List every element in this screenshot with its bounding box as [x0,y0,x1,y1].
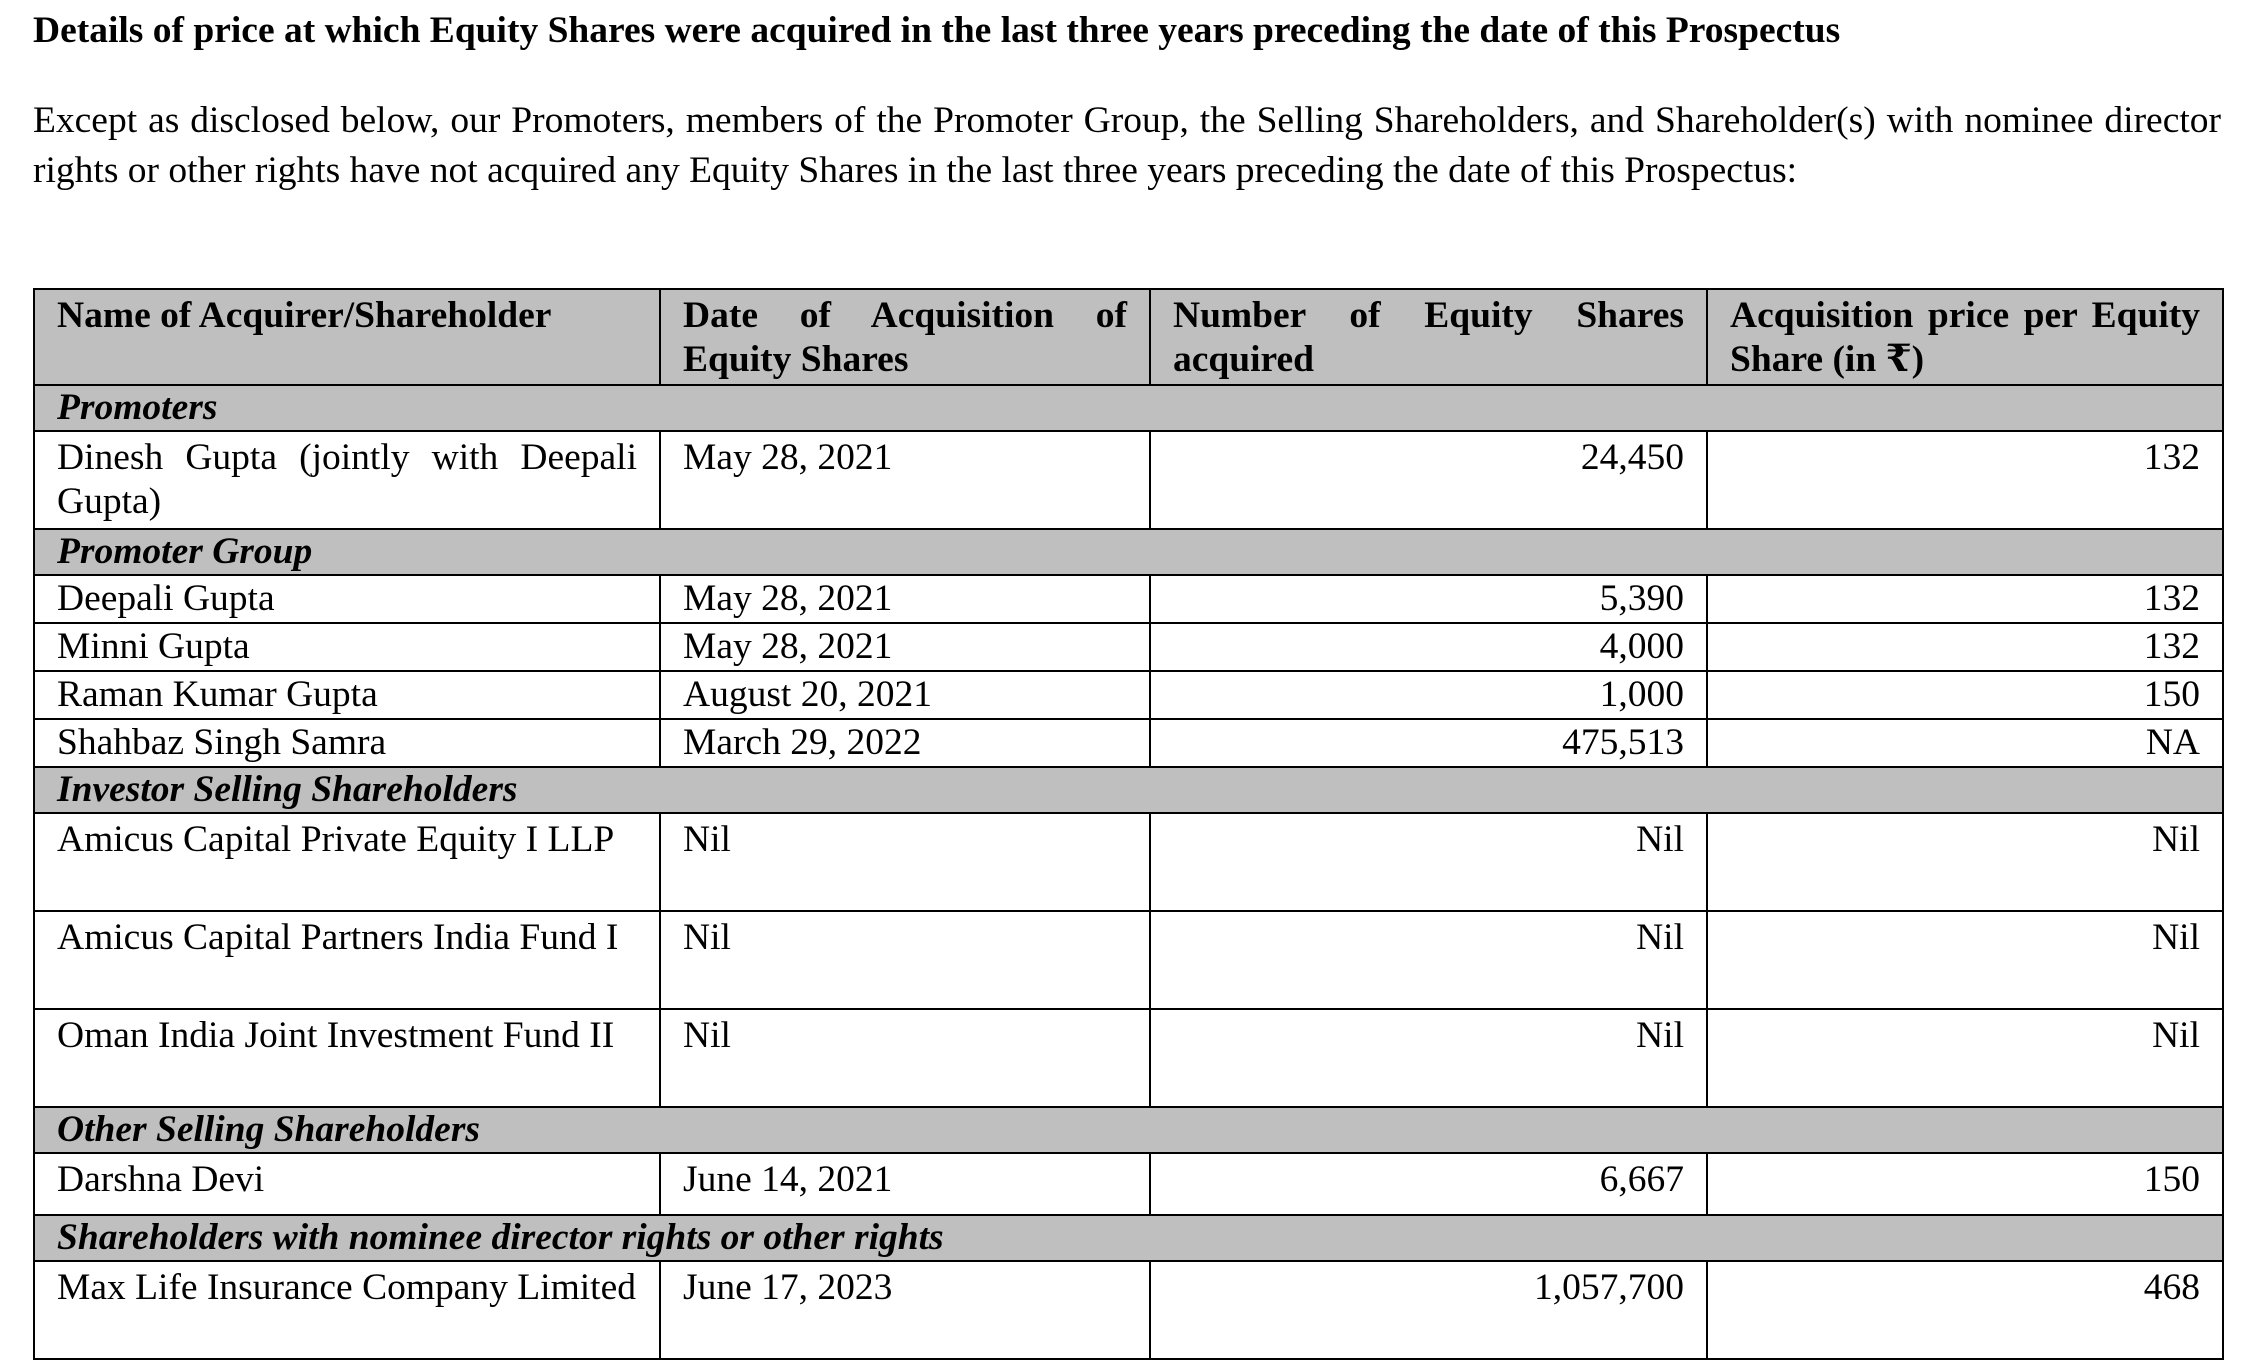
acquirer-name: Max Life Insurance Company Limited [34,1261,660,1359]
shares-acquired: 5,390 [1150,575,1707,623]
acquirer-name: Darshna Devi [34,1153,660,1215]
acquisition-date: Nil [660,911,1150,1009]
shares-acquired: Nil [1150,1009,1707,1107]
column-header-shares: Number of Equity Shares acquired [1150,289,1707,385]
shares-acquired: Nil [1150,813,1707,911]
section-row-nominee-director-rights [34,1215,2223,1261]
acquisition-price: 468 [1707,1261,2223,1359]
section-title: Investor Selling Shareholders [34,767,2223,813]
table-row [34,1009,2223,1107]
table-row [34,911,2223,1009]
acquisition-price: Nil [1707,1009,2223,1107]
table-row [34,671,2223,719]
acquisition-date: Nil [660,813,1150,911]
section-title: Shareholders with nominee director rights or other rights [34,1215,2223,1261]
shares-acquired: 1,000 [1150,671,1707,719]
table-row [34,575,2223,623]
section-heading: Details of price at which Equity Shares were acquired in the last three years preceding the date of this Prospectus [33,10,1841,51]
acquisition-date: June 14, 2021 [660,1153,1150,1215]
acquisition-date: May 28, 2021 [660,431,1150,529]
acquirer-name: Raman Kumar Gupta [34,671,660,719]
acquisition-price: Nil [1707,911,2223,1009]
acquisition-price: 150 [1707,671,2223,719]
shares-acquired: 24,450 [1150,431,1707,529]
acquirer-name: Deepali Gupta [34,575,660,623]
acquisition-price: NA [1707,719,2223,767]
table-row [34,1153,2223,1215]
shares-acquired: 1,057,700 [1150,1261,1707,1359]
acquisition-table [33,288,2224,1360]
acquisition-date: August 20, 2021 [660,671,1150,719]
acquisition-date: May 28, 2021 [660,575,1150,623]
acquisition-price: 132 [1707,623,2223,671]
acquisition-price: Nil [1707,813,2223,911]
acquirer-name: Amicus Capital Partners India Fund I [34,911,660,1009]
acquisition-price: 150 [1707,1153,2223,1215]
section-row-promoter-group [34,529,2223,575]
table-row [34,623,2223,671]
table-row [34,719,2223,767]
table-row [34,431,2223,529]
section-title: Promoters [34,385,2223,431]
column-header-price: Acquisition price per Equity Share (in ₹) [1707,289,2223,385]
section-title: Other Selling Shareholders [34,1107,2223,1153]
acquirer-name: Minni Gupta [34,623,660,671]
acquisition-date: May 28, 2021 [660,623,1150,671]
acquirer-name: Amicus Capital Private Equity I LLP [34,813,660,911]
table-header-row [34,289,2223,385]
column-header-name: Name of Acquirer/Shareholder [34,289,660,385]
section-row-promoters [34,385,2223,431]
acquirer-name: Oman India Joint Investment Fund II [34,1009,660,1107]
acquisition-price: 132 [1707,431,2223,529]
acquisition-date: June 17, 2023 [660,1261,1150,1359]
table-row [34,1261,2223,1359]
acquisition-price: 132 [1707,575,2223,623]
acquirer-name: Dinesh Gupta (jointly with Deepali Gupta) [34,431,660,529]
intro-paragraph: Except as disclosed below, our Promoters, members of the Promoter Group, the Selling Shareholders, and Shareholder(s) with nominee director rights or other rights have not acquired any Equity Shares in the last three years preceding the date of this Prospectus: [33,100,2221,191]
shares-acquired: Nil [1150,911,1707,1009]
section-row-investor-selling-shareholders [34,767,2223,813]
section-row-other-selling-shareholders [34,1107,2223,1153]
acquisition-date: Nil [660,1009,1150,1107]
column-header-date: Date of Acquisition of Equity Shares [660,289,1150,385]
shares-acquired: 4,000 [1150,623,1707,671]
shares-acquired: 475,513 [1150,719,1707,767]
table-row [34,813,2223,911]
acquirer-name: Shahbaz Singh Samra [34,719,660,767]
acquisition-date: March 29, 2022 [660,719,1150,767]
section-title: Promoter Group [34,529,2223,575]
shares-acquired: 6,667 [1150,1153,1707,1215]
